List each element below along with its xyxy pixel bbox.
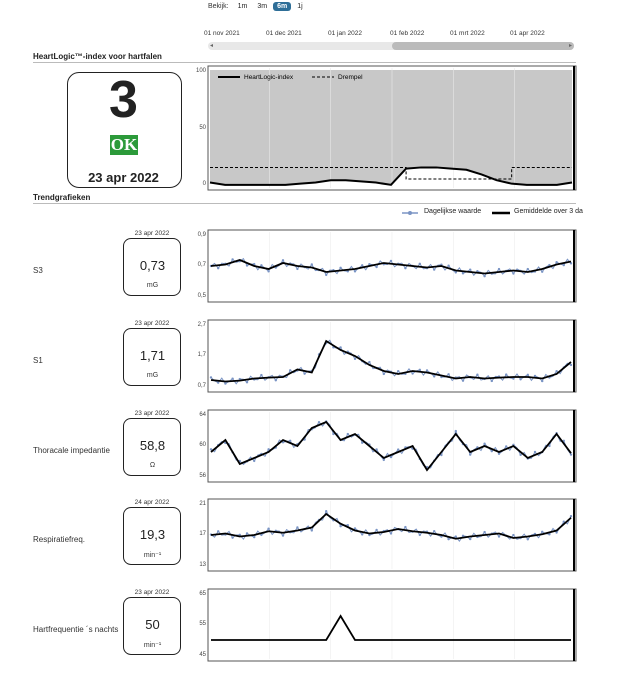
data-point	[390, 532, 392, 534]
data-point	[498, 535, 500, 537]
hl-ytick: 0	[202, 181, 206, 187]
data-point	[311, 529, 313, 531]
data-point	[289, 440, 291, 442]
row-ytick: 64	[199, 412, 206, 418]
row-ytick: 21	[199, 501, 206, 507]
trend-chart	[208, 499, 576, 571]
data-point	[469, 538, 471, 540]
data-point	[411, 372, 413, 374]
row-date: 23 apr 2022	[134, 589, 170, 596]
row-unit: mG	[146, 372, 159, 379]
timeline-scrollbar[interactable]	[208, 42, 574, 50]
data-point	[296, 268, 298, 270]
data-point	[217, 530, 219, 532]
data-point	[505, 445, 507, 447]
data-point	[469, 268, 471, 270]
data-point	[570, 364, 572, 366]
data-point	[447, 538, 449, 540]
row-ytick: 55	[199, 621, 206, 627]
row-ytick: 65	[199, 591, 206, 597]
data-point	[361, 442, 363, 444]
data-point	[462, 272, 464, 274]
data-point	[433, 268, 435, 270]
month-label: 01 apr 2022	[510, 30, 545, 37]
data-point	[483, 275, 485, 277]
data-point	[217, 381, 219, 383]
view-label: Bekijk:	[208, 2, 229, 10]
data-point	[527, 374, 529, 376]
month-label: 01 jan 2022	[328, 30, 362, 37]
data-point	[383, 459, 385, 461]
legend-average-label: Gemiddelde over 3 da	[514, 208, 583, 215]
data-point	[469, 453, 471, 455]
data-point	[253, 460, 255, 462]
data-point	[246, 381, 248, 383]
data-point	[296, 526, 298, 528]
data-point	[347, 433, 349, 435]
row-value: 0,73	[139, 258, 166, 273]
data-point	[491, 380, 493, 382]
trend-chart	[208, 589, 576, 661]
data-point	[282, 259, 284, 261]
data-point	[303, 372, 305, 374]
view-option-1m[interactable]: 1m	[237, 2, 248, 10]
legend-daily-icon	[402, 209, 418, 217]
data-point	[397, 370, 399, 372]
legend-daily-label: Dagelijkse waarde	[424, 208, 482, 215]
data-point	[311, 263, 313, 265]
data-point	[260, 374, 262, 376]
row-value: 58,8	[139, 438, 166, 453]
heartlogic-chart	[208, 66, 576, 190]
data-point	[383, 373, 385, 375]
status-badge: OK	[110, 135, 138, 154]
data-point	[419, 534, 421, 536]
data-point	[498, 268, 500, 270]
row-ytick: 17	[199, 531, 206, 537]
data-point	[455, 535, 457, 537]
data-point	[426, 369, 428, 371]
data-point	[555, 261, 557, 263]
data-point	[354, 270, 356, 272]
data-point	[462, 379, 464, 381]
trend-chart	[208, 230, 576, 302]
row-date: 24 apr 2022	[134, 499, 170, 506]
month-label: 01 nov 2021	[204, 30, 240, 37]
data-point	[404, 526, 406, 528]
data-point	[375, 529, 377, 531]
data-point	[339, 525, 341, 527]
data-point	[519, 378, 521, 380]
data-point	[512, 272, 514, 274]
data-point	[433, 375, 435, 377]
row-ytick: 60	[199, 442, 206, 448]
data-point	[231, 377, 233, 379]
trends-title: Trendgrafieken	[33, 193, 91, 202]
heartlogic-date: 23 apr 2022	[88, 170, 159, 185]
data-point	[289, 369, 291, 371]
timeline-months	[200, 30, 580, 40]
timeline-scroll-thumb[interactable]	[392, 42, 574, 50]
row-ytick: 45	[199, 652, 206, 658]
data-point	[534, 451, 536, 453]
heartlogic-index-value: 3	[109, 71, 138, 129]
row-unit: min⁻¹	[143, 642, 162, 649]
hl-ytick: 50	[199, 125, 206, 131]
row-unit: mG	[146, 282, 159, 289]
row-label: Hartfrequentie ´s nachts	[33, 625, 119, 634]
data-point	[217, 267, 219, 269]
row-ytick: 56	[199, 473, 206, 479]
data-point	[210, 376, 212, 378]
data-point	[325, 510, 327, 512]
month-label: 01 mrt 2022	[450, 30, 485, 37]
month-label: 01 feb 2022	[390, 30, 425, 37]
row-label: Thoracale impedantie	[33, 446, 110, 455]
data-point	[555, 370, 557, 372]
row-label: Respiratiefreq.	[33, 535, 86, 544]
trend-chart	[208, 410, 576, 482]
data-point	[404, 267, 406, 269]
hl-ytick: 100	[195, 68, 206, 74]
data-point	[519, 454, 521, 456]
data-point	[570, 453, 572, 455]
data-point	[354, 358, 356, 360]
row-value: 50	[145, 617, 160, 632]
data-point	[368, 361, 370, 363]
data-point	[541, 380, 543, 382]
view-range-selector	[208, 0, 308, 12]
legend-index-label: HeartLogic-index	[244, 74, 294, 81]
row-unit: Ω	[149, 462, 156, 469]
data-point	[224, 382, 226, 384]
view-option-3m[interactable]: 3m	[257, 2, 268, 10]
row-date: 23 apr 2022	[134, 230, 170, 237]
data-point	[570, 515, 572, 517]
data-point	[246, 264, 248, 266]
row-ytick: 0,9	[197, 232, 206, 238]
data-point	[419, 369, 421, 371]
data-point	[476, 374, 478, 376]
legend-average-icon	[492, 209, 510, 217]
data-point	[491, 450, 493, 452]
data-point	[390, 260, 392, 262]
data-point	[267, 527, 269, 529]
row-ytick: 0,7	[197, 262, 206, 268]
data-point	[447, 373, 449, 375]
data-point	[282, 534, 284, 536]
data-point	[260, 264, 262, 266]
data-point	[455, 271, 457, 273]
row-date: 23 apr 2022	[134, 320, 170, 327]
heartlogic-title: HeartLogic™-index voor hartfalen	[33, 52, 162, 61]
data-point	[210, 448, 212, 450]
data-point	[541, 270, 543, 272]
data-point	[541, 531, 543, 533]
data-point	[267, 270, 269, 272]
data-point	[275, 379, 277, 381]
data-point	[318, 421, 320, 423]
row-ytick: 1,7	[197, 352, 206, 358]
view-option-1j[interactable]: 1j	[297, 2, 303, 10]
data-point	[555, 531, 557, 533]
row-unit: min⁻¹	[143, 552, 162, 559]
data-point	[483, 443, 485, 445]
data-point	[339, 346, 341, 348]
scroll-right-icon[interactable]: ▸	[568, 43, 572, 49]
data-point	[325, 274, 327, 276]
data-point	[527, 538, 529, 540]
legend-threshold-label: Drempel	[338, 74, 363, 81]
scroll-left-icon[interactable]: ◂	[210, 43, 214, 49]
data-point	[397, 448, 399, 450]
row-date: 23 apr 2022	[134, 410, 170, 417]
view-option-6m[interactable]: 6m	[273, 2, 291, 11]
data-point	[253, 536, 255, 538]
row-ytick: 0,5	[197, 293, 206, 299]
data-point	[246, 532, 248, 534]
row-label: S3	[33, 266, 43, 275]
month-label: 01 dec 2021	[266, 30, 302, 37]
trend-chart	[208, 320, 576, 392]
row-ytick: 13	[199, 562, 206, 568]
data-point	[361, 264, 363, 266]
data-point	[231, 258, 233, 260]
row-value: 1,71	[139, 348, 166, 363]
section-divider	[33, 62, 576, 63]
data-point	[527, 268, 529, 270]
data-point	[483, 531, 485, 533]
section-divider	[33, 203, 576, 204]
data-point	[231, 536, 233, 538]
data-point	[505, 373, 507, 375]
data-point	[339, 267, 341, 269]
row-ytick: 2,7	[197, 322, 206, 328]
data-point	[563, 264, 565, 266]
row-label: S1	[33, 356, 43, 365]
data-point	[447, 265, 449, 267]
data-point	[433, 530, 435, 532]
data-point	[455, 430, 457, 432]
row-ytick: 0,7	[197, 383, 206, 389]
data-point	[419, 263, 421, 265]
data-point	[512, 534, 514, 536]
data-point	[361, 533, 363, 535]
row-value: 19,3	[139, 527, 166, 542]
data-point	[375, 266, 377, 268]
